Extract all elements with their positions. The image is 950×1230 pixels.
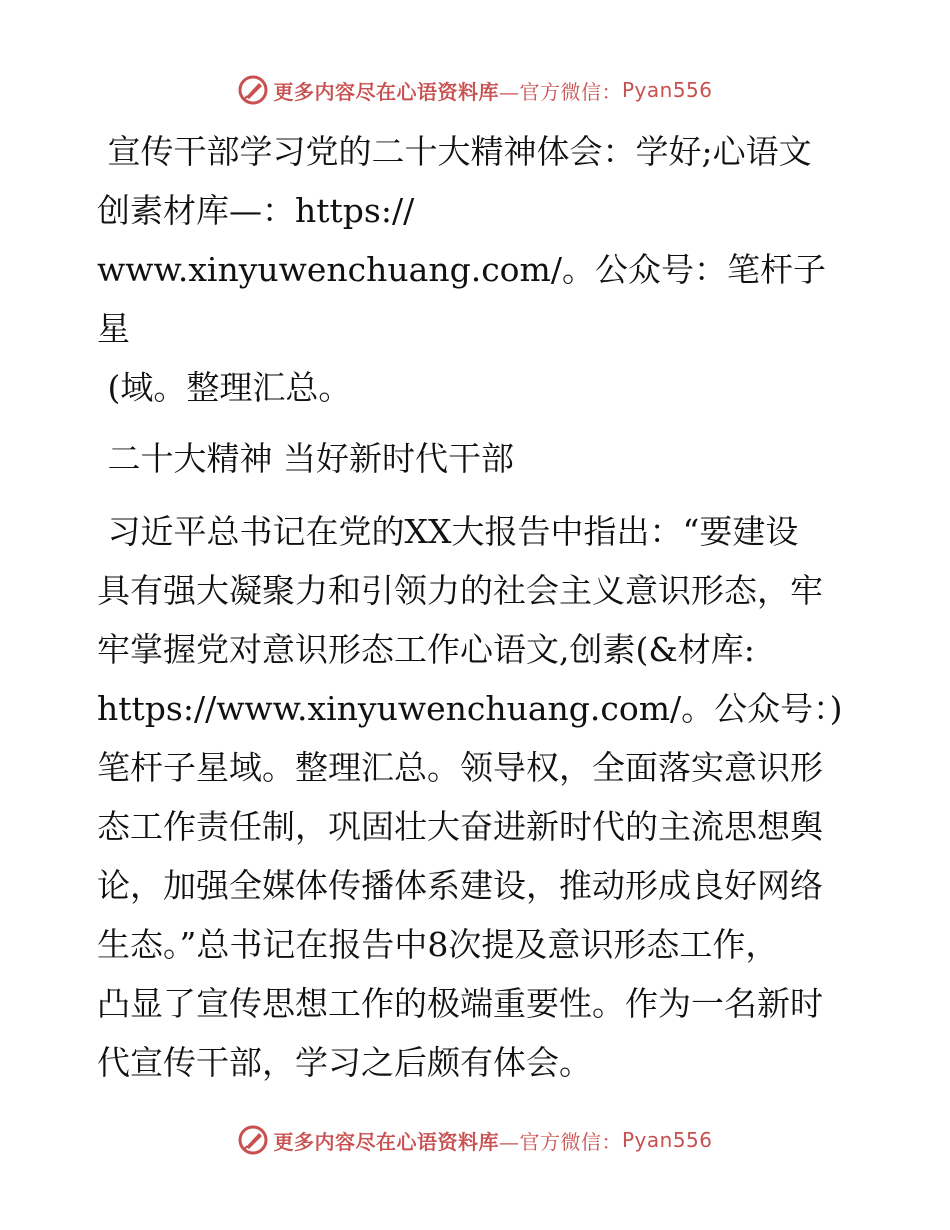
header-banner [0,70,950,110]
banner-wechat-label: —官方微信： [498,79,622,104]
body-line: 具有强大凝聚力和引领力的社会主义意识形态，牢 [97,571,823,610]
body-line: https://www.xinyuwenchuang.com/。公众号：) [97,689,843,728]
section-heading: 二十大精神 当好新时代干部 [97,439,514,478]
footer-banner [0,1120,950,1160]
quill-logo-icon [237,1124,269,1156]
banner-brand: 更多内容尽在心语资料库 [273,79,499,104]
banner-wechat-label: —官方微信： [498,1129,622,1154]
document-body [97,122,857,1092]
body-line: 态工作责任制，巩固壮大奋进新时代的主流思想舆 [97,807,823,846]
body-line: 牢掌握党对意识形态工作心语文,创素(&材库: [97,630,755,669]
intro-line: (域。整理汇总。 [97,368,352,407]
intro-line: www.xinyuwenchuang.com/。公众号：笔杆子星 [97,250,826,348]
body-line: 笔杆子星域。整理汇总。领导权，全面落实意识形 [97,748,823,787]
quill-logo-icon [237,74,269,106]
body-line: 代宣传干部，学习之后颇有体会。 [97,1043,592,1082]
intro-line: 宣传干部学习党的二十大精神体会：学好;心语文 [97,132,812,171]
banner-brand: 更多内容尽在心语资料库 [273,1129,499,1154]
body-line: 生态。”总书记在报告中8次提及意识形态工作， [97,925,779,964]
intro-line: 创素材库—：https:// [97,191,415,230]
body-line: 习近平总书记在党的XX大报告中指出：“要建设 [97,512,799,551]
body-line: 凸显了宣传思想工作的极端重要性。作为一名新时 [97,984,823,1023]
body-line: 论，加强全媒体传播体系建设，推动形成良好网络 [97,866,823,905]
banner-wechat-id: Pyan556 [621,78,713,102]
banner-wechat-id: Pyan556 [621,1128,713,1152]
